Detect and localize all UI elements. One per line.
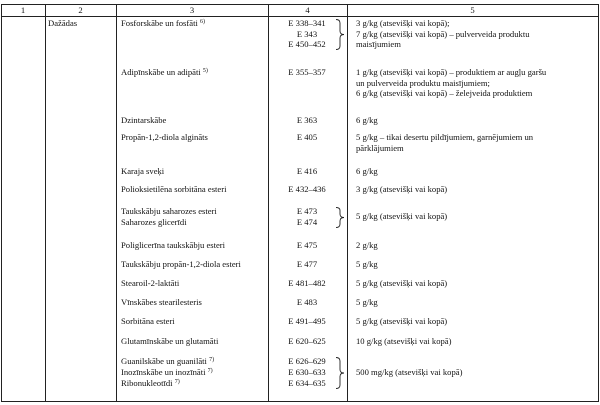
substance-name: Taukskābju propān-1,2-diola esteri: [121, 259, 241, 269]
limit-value: 5 g/kg (atsevišķi vai kopā): [356, 278, 448, 288]
category-label: Dažādas: [48, 18, 78, 28]
table-border-bottom: [1, 401, 599, 402]
brace-icon: [335, 19, 345, 50]
header-separator: [1, 16, 599, 17]
substance-name: Propān-1,2-diola algināts: [121, 132, 208, 142]
footnote-ref: 7): [174, 379, 180, 385]
limit-value: 10 g/kg (atsevišķi vai kopā): [356, 336, 452, 346]
e-code: E 343: [296, 28, 318, 39]
substance-name: Saharozes glicerīdi: [121, 216, 187, 227]
limit-value: 7 g/kg (atsevišķi vai kopā) – pulverveida produktu: [356, 28, 530, 39]
limit-value: 5 g/kg (atsevišķi vai kopā): [356, 316, 448, 326]
e-code: E 432–436: [288, 184, 326, 194]
substance-name: Adipīnskābe un adipāti $^{5)}$: [121, 67, 208, 77]
footnote-ref: 6): [200, 19, 206, 25]
limit-value: 5 g/kg: [356, 297, 378, 307]
column-border: [45, 4, 46, 402]
brace-icon: [335, 357, 345, 389]
e-code: E 491–495: [288, 316, 326, 326]
brace-icon: [335, 207, 345, 228]
column-border: [1, 4, 2, 402]
e-code: E 626–629: [288, 356, 326, 366]
e-code: E 338–341: [288, 18, 326, 28]
substance-name: Sorbitāna esteri: [121, 316, 175, 326]
e-code: E 481–482: [288, 278, 326, 288]
e-code: E 483: [296, 297, 318, 307]
limit-value: pārklājumiem: [356, 142, 404, 153]
substance-name: Dzintarskābe: [121, 115, 167, 125]
limit-value: 2 g/kg: [356, 240, 378, 250]
e-code: E 405: [296, 132, 318, 142]
column-border: [116, 4, 117, 402]
e-code: E 475: [296, 240, 318, 250]
substance-name: Polioksietilēna sorbitāna esteri: [121, 184, 227, 194]
limit-value: 6 g/kg: [356, 166, 378, 176]
footnote-ref: 7): [207, 368, 213, 374]
e-code: E 634–635: [288, 378, 326, 388]
e-code: E 450–452: [288, 39, 326, 49]
column-border: [347, 4, 348, 402]
column-header: 4: [305, 5, 310, 15]
e-code: E 363: [296, 115, 318, 125]
substance-name: Vīnskābes stearilesteris: [121, 297, 202, 307]
footnote-ref: 5): [202, 68, 208, 74]
limit-value: 500 mg/kg (atsevišķi vai kopā): [356, 367, 463, 377]
e-code: E 620–625: [288, 336, 326, 346]
substance-name: Guanilskābe un guanilāti $^{7)}$: [121, 356, 215, 366]
limit-value: 6 g/kg (atsevišķi vai kopā) – želejveida produktiem: [356, 88, 533, 98]
footnote-ref: 7): [209, 357, 215, 363]
column-header: 3: [189, 5, 195, 15]
e-code: E 355–357: [288, 67, 326, 77]
limit-value: un pulverveida produktu maisījumiem;: [356, 77, 490, 88]
limit-value: 5 g/kg – tikai desertu pildījumiem, garnējumiem un: [356, 132, 534, 142]
limit-value: 6 g/kg: [356, 115, 378, 125]
limit-value: 5 g/kg: [356, 259, 378, 269]
column-header: 2: [78, 5, 83, 15]
limit-value: 3 g/kg (atsevišķi vai kopā);: [356, 18, 450, 28]
substance-name: Fosforskābe un fosfāti $^{6)}$: [121, 18, 206, 28]
limit-value: 3 g/kg (atsevišķi vai kopā): [356, 184, 448, 194]
limit-value: maisījumiem: [356, 39, 401, 49]
substance-name: Karaja sveķi: [121, 166, 165, 176]
e-code: E 473: [296, 206, 318, 216]
limit-value: 1 g/kg (atsevišķi vai kopā) – produktiem ar augļu garšu: [356, 67, 547, 77]
limit-value: 5 g/kg (atsevišķi vai kopā): [356, 211, 448, 221]
substance-name: Ribonukleotīdi $^{7)}$: [121, 378, 180, 388]
substance-name: Stearoil-2-laktāti: [121, 278, 180, 288]
substance-name: Glutamīnskābe un glutamāti: [121, 336, 219, 346]
column-header: 5: [470, 5, 475, 15]
substance-name: Inozīnskābe un inozīnāti $^{7)}$: [121, 367, 213, 377]
substance-name: Taukskābju saharozes esteri: [121, 206, 217, 216]
e-code: E 416: [296, 166, 318, 176]
column-border: [598, 4, 599, 402]
e-code: E 477: [296, 259, 318, 269]
e-code: E 474: [296, 216, 318, 227]
column-header: 1: [20, 5, 26, 15]
e-code: E 630–633: [288, 367, 326, 377]
substance-name: Poliglicerīna taukskābju esteri: [121, 240, 226, 250]
regulation-table: [1, 4, 599, 402]
